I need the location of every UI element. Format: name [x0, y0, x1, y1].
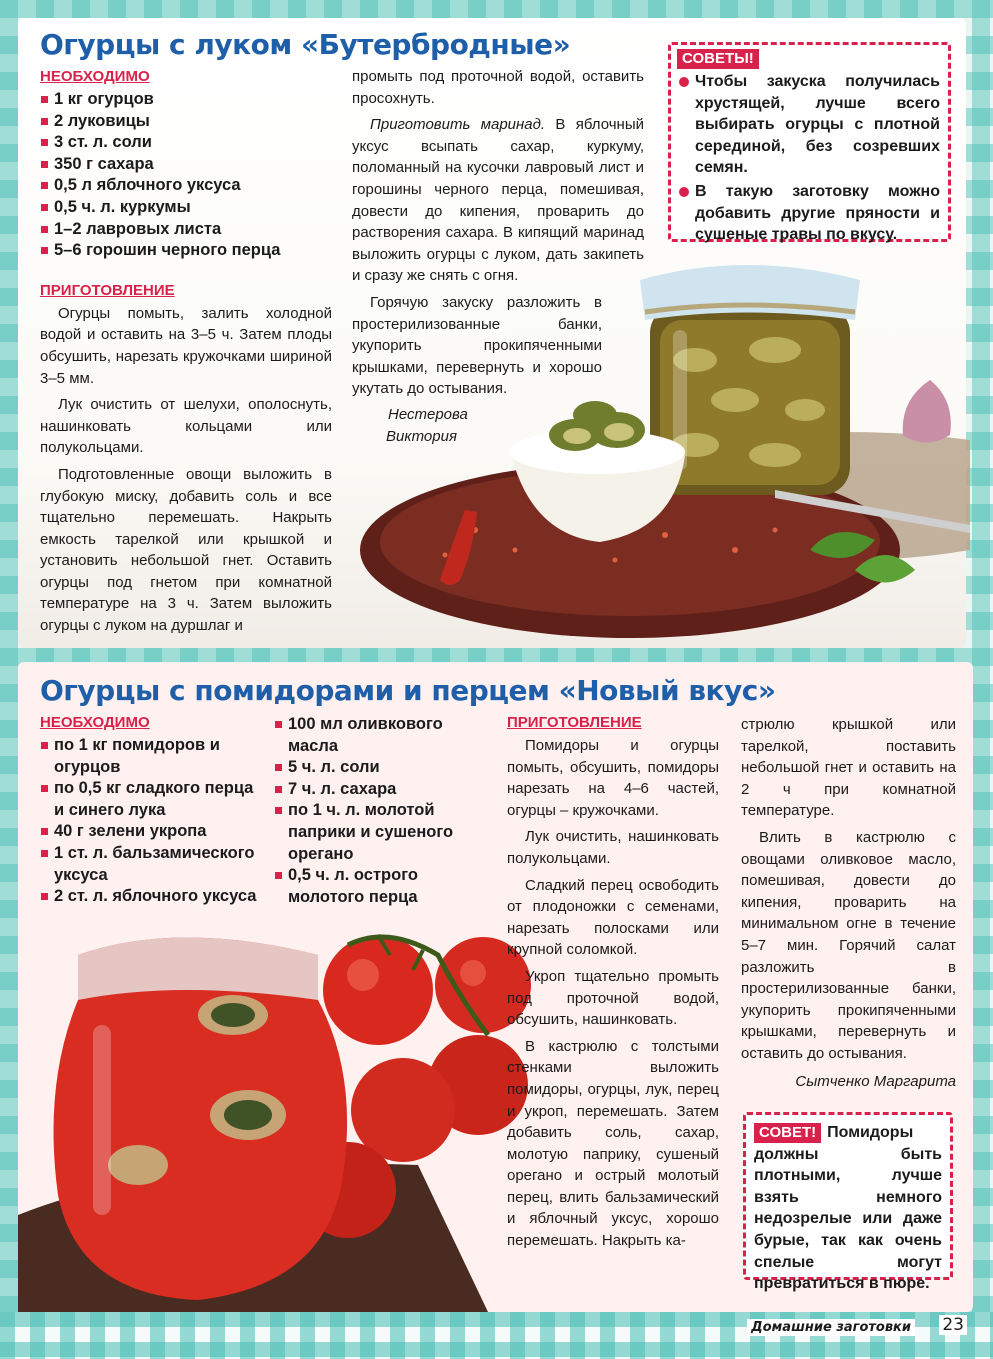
recipe2-ingredient-list-1	[40, 735, 258, 908]
recipe1-needed-heading: НЕОБХОДИМО	[40, 68, 150, 85]
magazine-name: Домашние заготовки	[747, 1319, 915, 1336]
tip-tag: СОВЕТ!	[754, 1123, 821, 1143]
tips-list	[677, 71, 940, 246]
recipe2-ingredients-col2	[274, 714, 464, 908]
page-number: 23	[939, 1315, 967, 1335]
recipe1-final-step: Горячую закуску разложить в простерилизованные банки, укупорить прокипяченными крышками, перевернуть и хорошо укутать до остывания.	[352, 293, 602, 398]
list-item: 350 г сахара	[40, 154, 332, 176]
recipe1-marinade-step	[352, 114, 644, 287]
list-item: 1 ст. л. бальзамического уксуса	[40, 843, 258, 886]
list-item: 2 луковицы	[40, 111, 332, 133]
recipe2-needed-heading: НЕОБХОДИМО	[40, 714, 150, 731]
recipe1-author-first: Виктория	[386, 427, 457, 445]
recipe2-step: Лук очистить, нашинковать полукольцами.	[507, 828, 719, 867]
tip-box	[743, 1112, 953, 1293]
list-item: по 1 кг помидоров и огурцов	[40, 735, 258, 778]
list-item: 0,5 ч. л. острого молотого перца	[274, 865, 464, 908]
recipe1-step: Лук очистить от шелухи, ополоснуть, нашинковать кольцами или полукольцами.	[40, 396, 332, 457]
list-item: Чтобы закуска получилась хрустящей, лучше всего выбирать огурцы с плотной серединой, без созревших семян.	[677, 71, 940, 179]
list-item: 40 г зелени укропа	[40, 821, 258, 843]
list-item: 5 ч. л. соли	[274, 757, 464, 779]
recipe2-step: Помидоры и огурцы помыть, обсушить, помидоры нарезать на 4–6 частей, огурцы – кружочками.	[507, 737, 719, 819]
recipe2-ingredient-list-2	[274, 714, 464, 908]
marinade-text: В яблочный уксус всыпать сахар, куркуму, поломанный на кусочки лавровый лист и горошины черного перца, помешивая, довести до кипения, проварить до растворения сахара. В кипящий маринад выложить огурцы с луком, дать закипеть и сразу же снять с огня.	[352, 116, 644, 285]
recipe1-step: Подготовленные овощи выложить в глубокую миску, добавить соль и все тщательно перемешать. Накрыть емкость тарелкой или крышкой и установить небольшой гнет. Оставить огурцы под гнетом при комнатной температуре на 3 ч. Затем выложить огурцы с луком на дуршлаг и	[40, 465, 332, 635]
tip-text: Помидоры должны быть плотными, лучше взять немного недозрелые или даже бурые, так как очень спелые могут превратиться в пюре.	[754, 1124, 942, 1293]
recipe1-step-continued: промыть под проточной водой, оставить просохнуть.	[352, 68, 644, 107]
tips-tag: СОВЕТЫ!	[677, 49, 759, 69]
recipe2-step-continued: стрюлю крышкой или тарелкой, поставить небольшой гнет и оставить на 2 ч при комнатной температуре.	[741, 716, 956, 820]
recipe1-ingredient-list	[40, 89, 332, 262]
recipe2-step: Влить в кастрюлю с овощами оливковое масло, помешивая, довести до кипения, проварить на минимальном огне в течение 5–7 мин. Горячий салат разложить в простерилизованные банки, укупорить прокипяченными крышками, перевернуть и оставить до остывания.	[741, 828, 956, 1062]
list-item: 5–6 горошин черного перца	[40, 240, 332, 262]
list-item: 100 мл оливкового масла	[274, 714, 464, 757]
recipe2-right-column	[741, 714, 956, 1092]
tip-content	[754, 1122, 942, 1295]
recipe1-prep-heading: ПРИГОТОВЛЕНИЕ	[40, 281, 175, 299]
list-item: 2 ст. л. яблочного уксуса	[40, 886, 258, 908]
recipe2-ingredients-col1	[40, 714, 258, 908]
list-item: В такую заготовку можно добавить другие пряности и сушеные травы по вкусу.	[677, 181, 940, 246]
recipe1-title: Огурцы с луком «Бутербродные»	[40, 28, 571, 61]
list-item: 1 кг огурцов	[40, 89, 332, 111]
list-item: 3 ст. л. соли	[40, 132, 332, 154]
recipe1-middle-column	[352, 66, 644, 447]
tomato-jar-illustration	[18, 915, 538, 1312]
recipe1-left-column	[40, 68, 332, 637]
list-item: по 1 ч. л. молотой паприки и сушеного орегано	[274, 800, 464, 865]
recipe2-prep-column	[507, 714, 719, 1252]
recipe2-step: В кастрюлю с толстыми стенками выложить помидоры, огурцы, лук, перец и укроп, перемешать. Затем добавить соль, сахар, молотую паприку, сушеный орегано и острый молотый перец, влить бальзамический и яблочный уксус, хорошо перемешать. Накрыть ка-	[507, 1037, 719, 1250]
list-item: 0,5 л яблочного уксуса	[40, 175, 332, 197]
tips-box	[668, 42, 951, 242]
recipe2-title: Огурцы с помидорами и перцем «Новый вкус»	[40, 674, 776, 707]
list-item: 1–2 лавровых листа	[40, 219, 332, 241]
recipe1-author-last: Нестерова	[388, 405, 468, 423]
list-item: 7 ч. л. сахара	[274, 779, 464, 801]
recipe1-step: Огурцы помыть, залить холодной водой и оставить на 3–5 ч. Затем плоды обсушить, нарезать кружочками шириной 3–5 мм.	[40, 304, 332, 387]
recipe2-prep-heading: ПРИГОТОВЛЕНИЕ	[507, 714, 642, 731]
list-item: 0,5 ч. л. куркумы	[40, 197, 332, 219]
recipe2-author: Сытченко Маргарита	[795, 1072, 956, 1090]
list-item: по 0,5 кг сладкого перца и синего лука	[40, 778, 258, 821]
recipe2-step: Сладкий перец освободить от плодоножки с семенами, нарезать полосками или крупной соломкой.	[507, 876, 719, 959]
marinade-label: Приготовить маринад.	[370, 116, 546, 134]
recipe2-step: Укроп тщательно промыть под проточной водой, обсушить, нашинковать.	[507, 967, 719, 1029]
